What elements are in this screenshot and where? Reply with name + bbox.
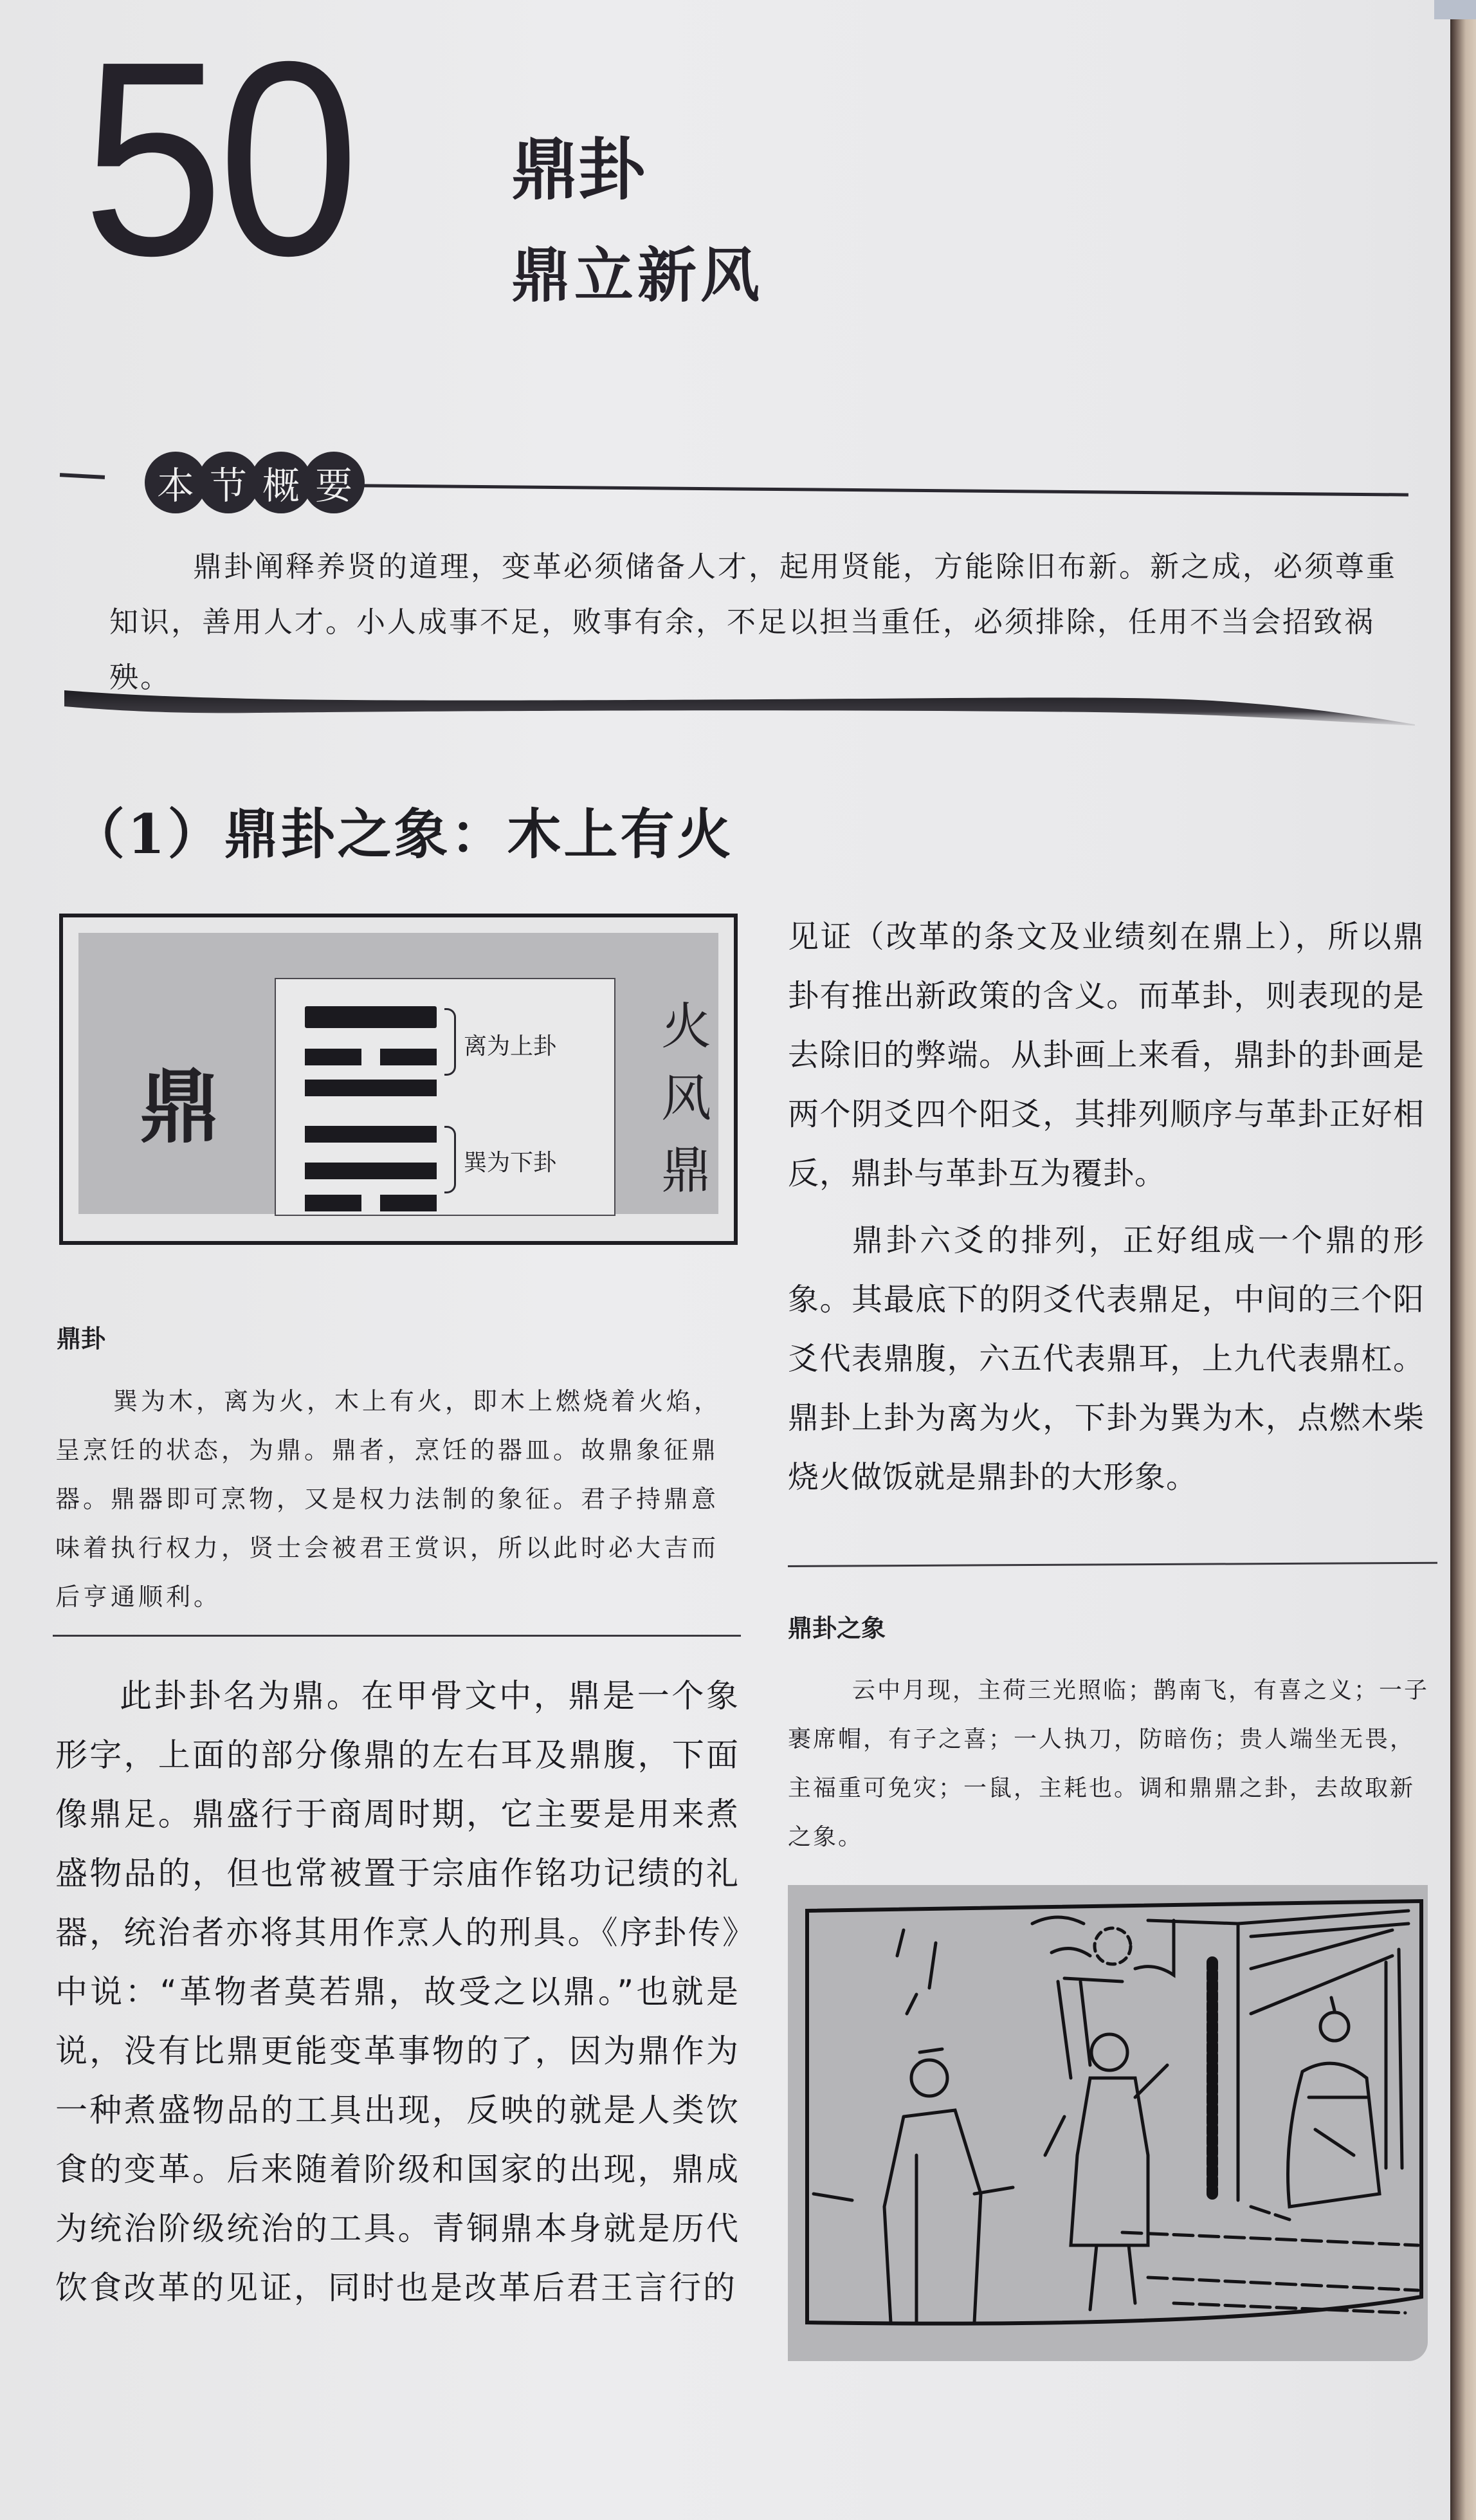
woodblock-illustration (788, 1885, 1428, 2361)
right-body-paragraph: 见证（改革的条文及业绩刻在鼎上），所以鼎卦有推出新政策的含义。而革卦，则表现的是去除旧的弊端。从卦画上来看，鼎卦的卦画是两个阴爻四个阳爻，其排列顺序与革卦正好相反，鼎卦与革卦互为覆卦。 (788, 919, 1425, 1191)
right-body (788, 907, 1425, 1507)
summary-badge-char: 节 (197, 452, 259, 513)
hexagram-vertical-name (661, 991, 712, 1207)
hexagram-line-yin (305, 1049, 437, 1065)
right-caption-text: 云中月现，主荷三光照临；鹊南飞，有喜之义；一子裹席帽，有子之喜；一人执刀，防暗伤；贵人端坐无畏，主福重可免灾；一鼠，主耗也。调和鼎鼎之卦，去故取新之象。 (788, 1677, 1430, 1850)
hexagram-line-yang (305, 1163, 437, 1179)
vertical-char: 鼎 (661, 1142, 711, 1200)
chapter-number: 50 (82, 5, 354, 313)
background-corner (1434, 0, 1476, 19)
diagram-gray-panel (78, 933, 718, 1214)
summary-text: 鼎卦阐释养贤的道理，变革必须储备人才，起用贤能，方能除旧布新。新之成，必须尊重知识，善用人才。小人成事不足，败事有余，不足以担当重任，必须排除，任用不当会招致祸殃。 (109, 549, 1398, 694)
lower-brace-icon (444, 1126, 456, 1193)
summary-badge-char: 概 (250, 452, 312, 513)
right-body-paragraph: 鼎卦六爻的排列，正好组成一个鼎的形象。其最底下的阴爻代表鼎足，中间的三个阳爻代表鼎腹，六五代表鼎耳，上九代表鼎杠。鼎卦上卦为离为火，下卦为巽为木，点燃木柴烧火做饭就是鼎卦的大形象。 (788, 1222, 1425, 1495)
vertical-char: 火 (661, 998, 711, 1056)
book-spine-edge (1450, 13, 1476, 2520)
hexagram-line-yang (305, 1080, 437, 1096)
lower-trigram-label: 巽为下卦 (464, 1150, 557, 1176)
upper-brace-icon (444, 1008, 456, 1076)
hexagram-panel (275, 978, 615, 1216)
left-caption-text: 巽为木，离为火，木上有火，即木上燃烧着火焰，呈烹饪的状态，为鼎。鼎者，烹饪的器皿。故鼎象征鼎器。鼎器即可烹物，又是权力法制的象征。君子持鼎意味着执行权力，贤士会被君王赏识，所以此时必大吉而后亨通顺利。 (55, 1387, 722, 1611)
left-caption-title: 鼎卦 (57, 1325, 106, 1353)
hexagram-diagram (59, 914, 738, 1245)
vertical-char: 风 (661, 1070, 711, 1128)
hexagram-line-yin (305, 1195, 437, 1211)
summary-badge (145, 452, 356, 510)
woodblock-scene-icon (788, 1885, 1428, 2361)
summary-badge-char: 本 (145, 452, 206, 513)
hexagram-line-yang (305, 1006, 437, 1023)
section-heading: （1）鼎卦之象：木上有火 (71, 802, 734, 866)
diagram-big-char: 鼎 (140, 1061, 220, 1154)
hexagram-line-yang (305, 1126, 437, 1143)
left-caption-rule (53, 1635, 741, 1637)
left-body-text: 此卦卦名为鼎。在甲骨文中，鼎是一个象形字，上面的部分像鼎的左右耳及鼎腹，下面像鼎足。鼎盛行于商周时期，它主要是用来煮盛物品的，但也常被置于宗庙作铭功记绩的礼器，统治者亦将其用作烹人的刑具。《序卦传》中说：“革物者莫若鼎，故受之以鼎。”也就是说，没有比鼎更能变革事物的了，因为鼎作为一种煮盛物品的工具出现，反映的就是人类饮食的变革。后来随着阶级和国家的出现，鼎成为统治阶级统治的工具。青铜鼎本身就是历代饮食改革的见证，同时也是改革后君王言行的 (55, 1677, 740, 2306)
chapter-title: 鼎卦 (511, 131, 646, 209)
summary-badge-char: 要 (303, 452, 365, 513)
brush-divider (64, 687, 1415, 726)
upper-trigram-label: 离为上卦 (464, 1033, 557, 1060)
chapter-subtitle: 鼎立新风 (511, 241, 764, 310)
right-caption-title: 鼎卦之象 (788, 1614, 886, 1642)
